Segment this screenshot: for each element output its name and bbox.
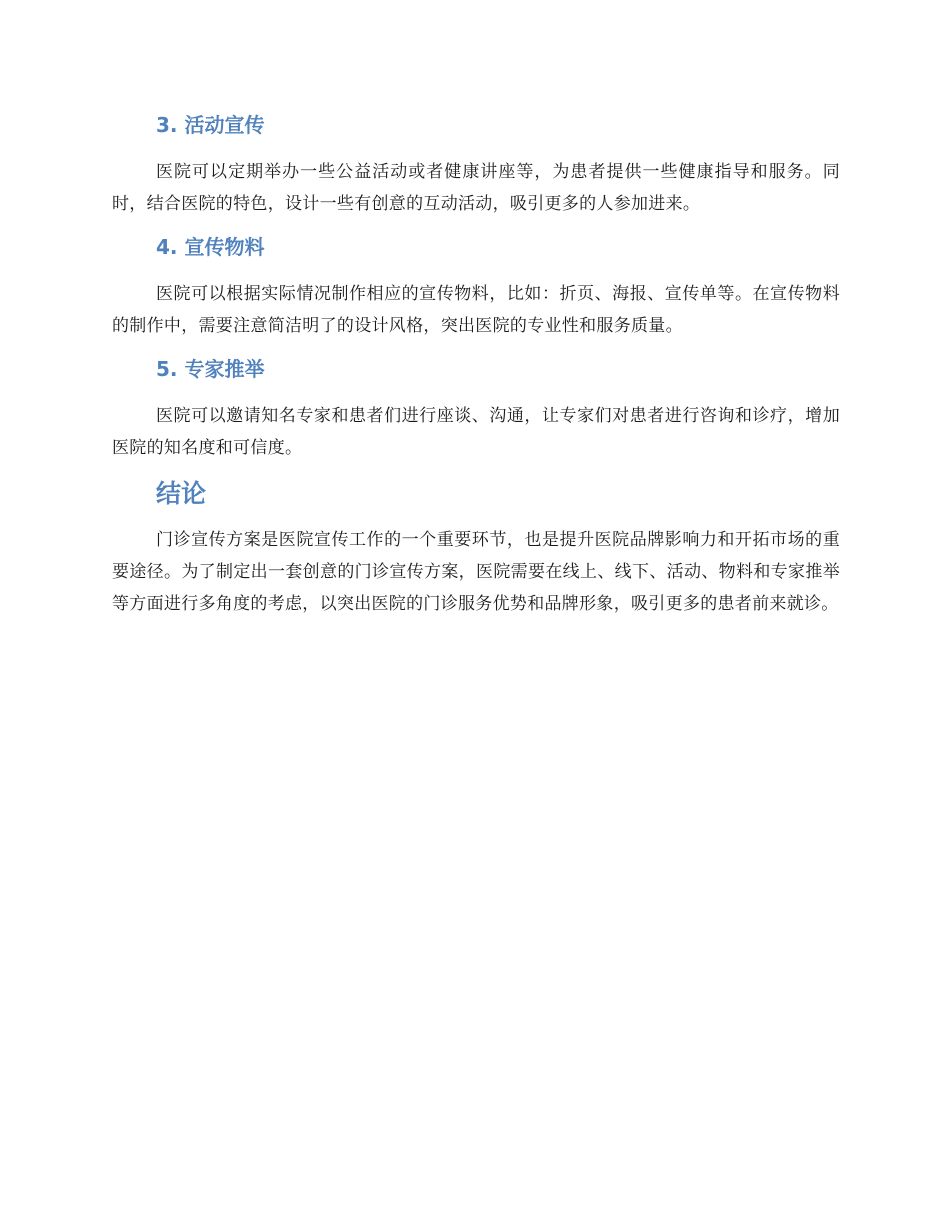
section-heading-materials: 4. 宣传物料 (156, 235, 265, 259)
conclusion-heading: 结论 (156, 479, 207, 508)
section-heading-experts: 5. 专家推举 (156, 357, 265, 381)
section-paragraph-experts: 医院可以邀请知名专家和患者们进行座谈、沟通，让专家们对患者进行咨询和诊疗，增加医院的知名度和可信度。 (112, 406, 840, 458)
document-content (112, 108, 840, 630)
conclusion-paragraph: 门诊宣传方案是医院宣传工作的一个重要环节，也是提升医院品牌影响力和开拓市场的重要途径。为了制定出一套创意的门诊宣传方案，医院需要在线上、线下、活动、物料和专家推举等方面进行多角度的考虑，以突出医院的门诊服务优势和品牌形象，吸引更多的患者前来就诊。 (112, 530, 840, 614)
section-paragraph-materials: 医院可以根据实际情况制作相应的宣传物料，比如：折页、海报、宣传单等。在宣传物料的制作中，需要注意简洁明了的设计风格，突出医院的专业性和服务质量。 (112, 284, 840, 336)
section-heading-activity: 3. 活动宣传 (156, 113, 265, 137)
section-paragraph-activity: 医院可以定期举办一些公益活动或者健康讲座等，为患者提供一些健康指导和服务。同时，结合医院的特色，设计一些有创意的互动活动，吸引更多的人参加进来。 (112, 162, 840, 214)
